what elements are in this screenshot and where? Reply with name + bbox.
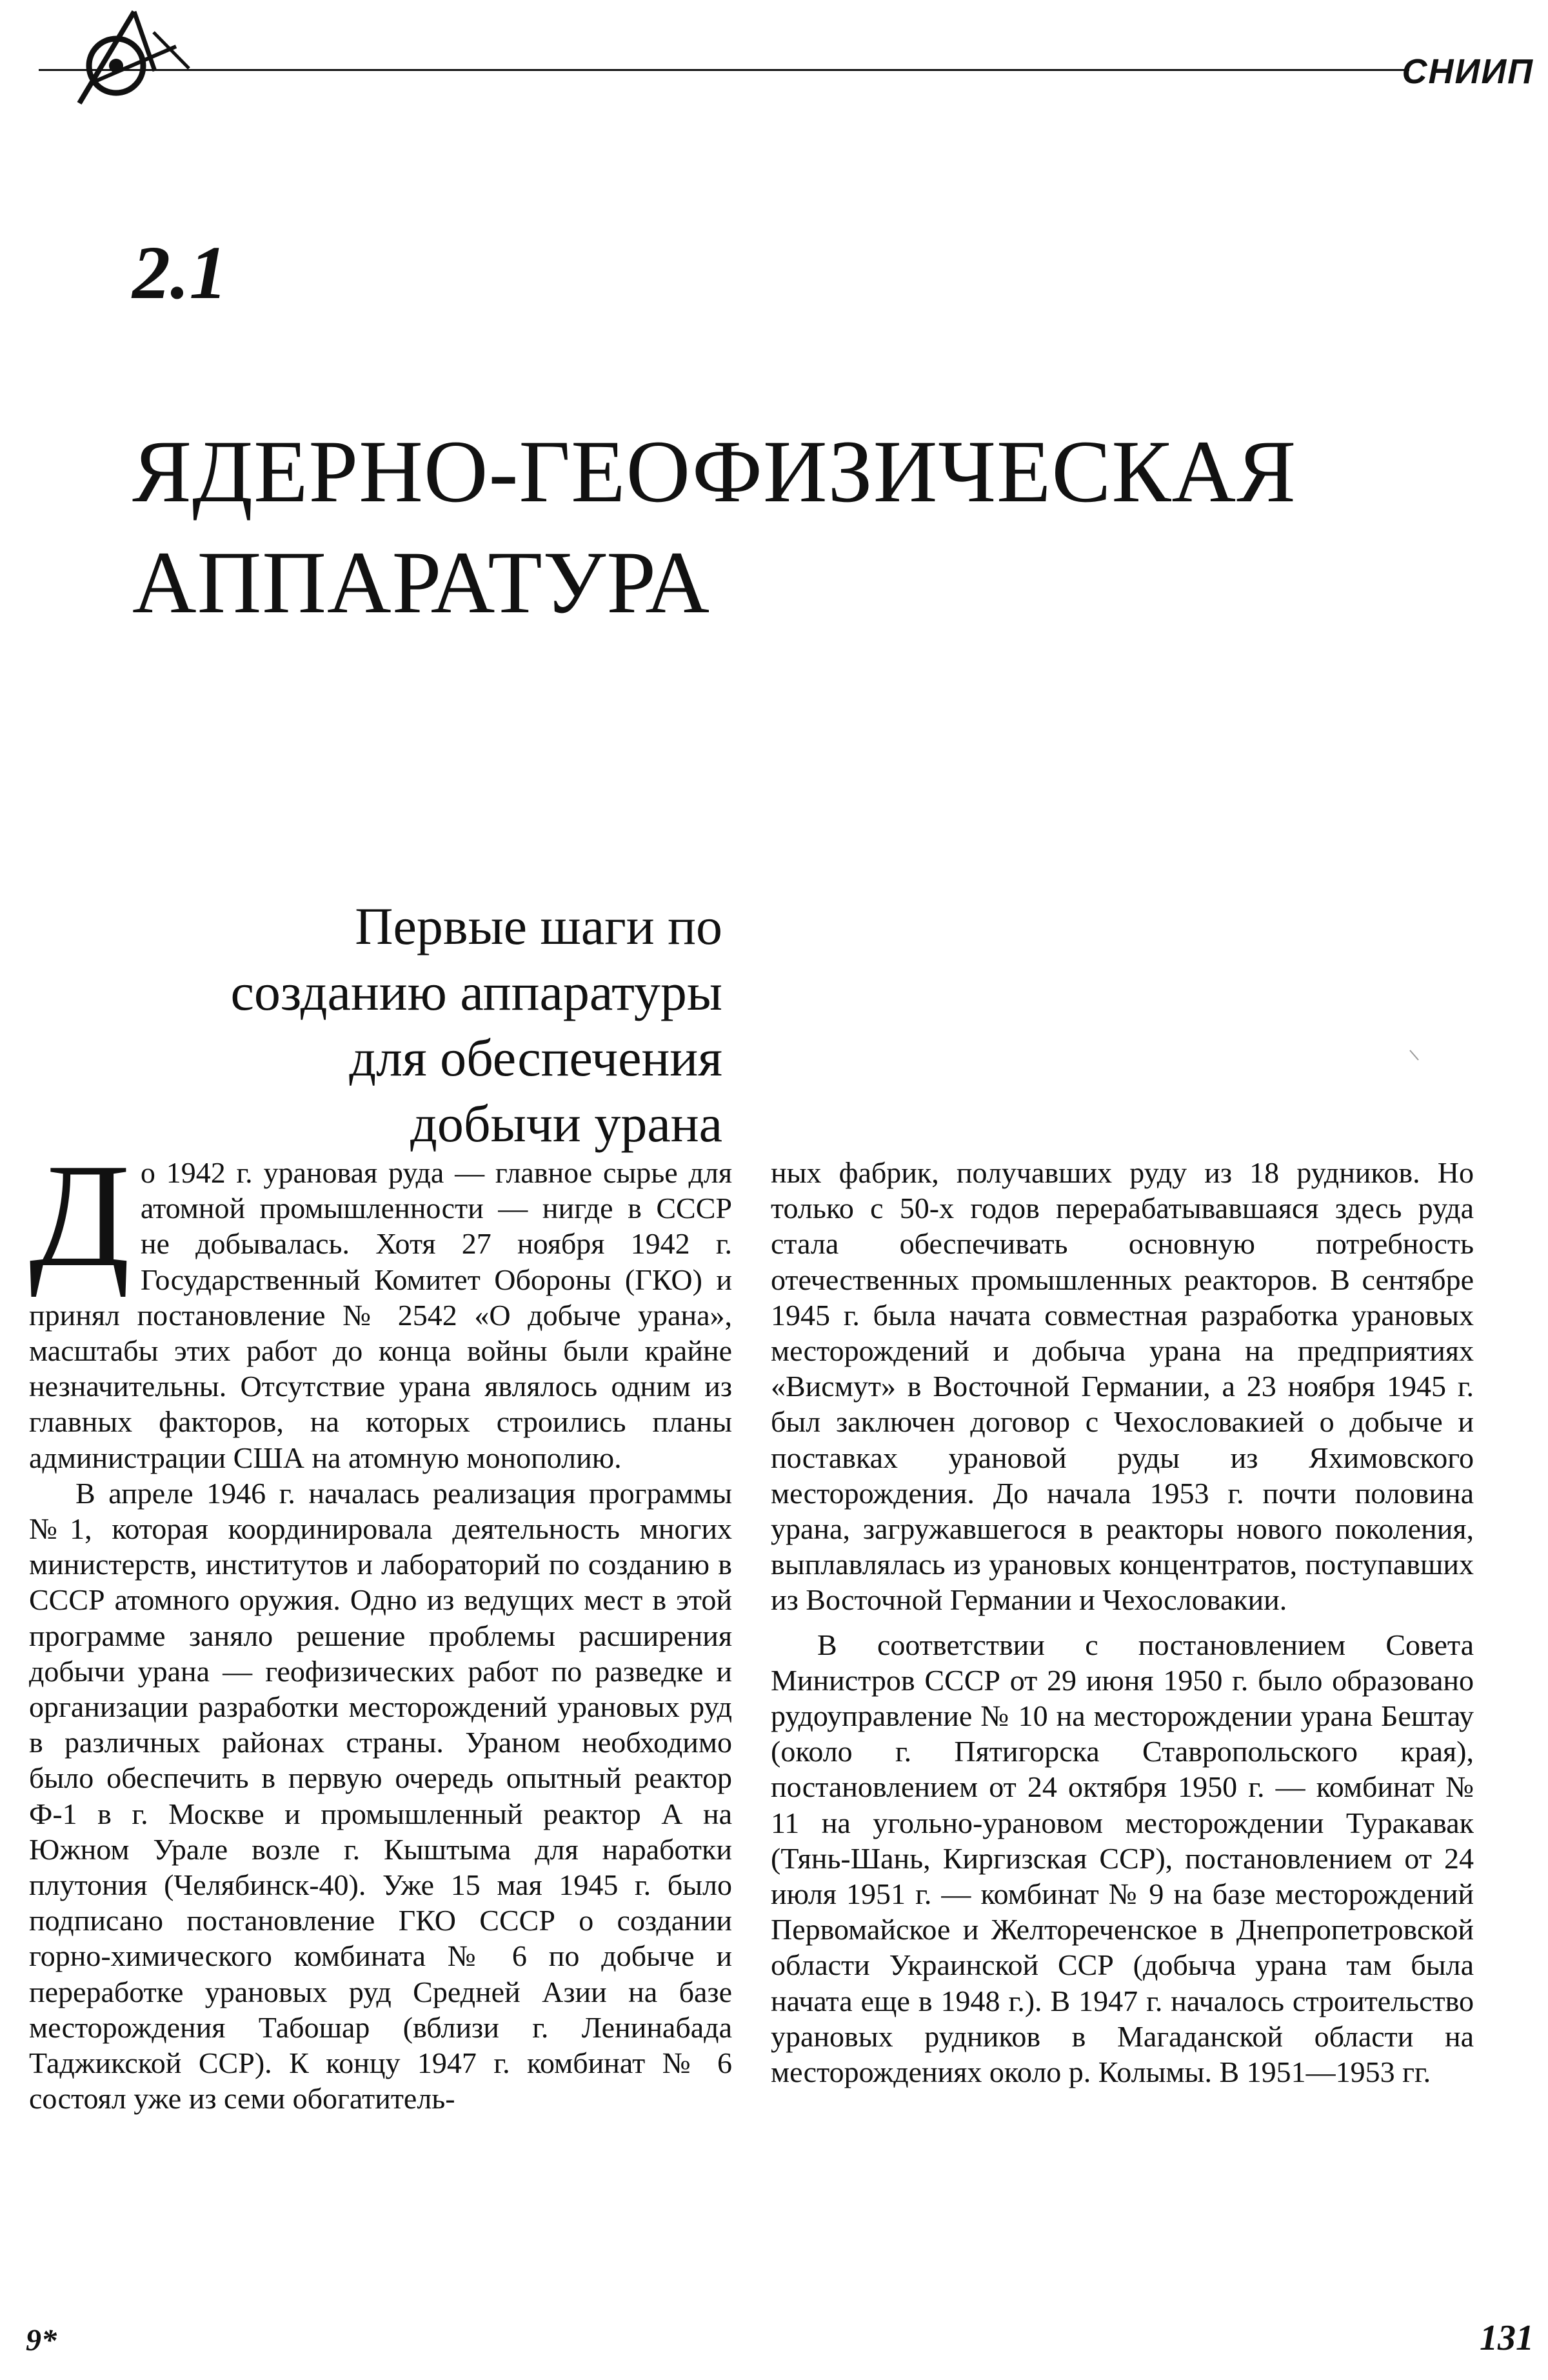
subsection-title-line-3: для обеспечения (349, 1028, 722, 1087)
paragraph: В соответствии с постановлением Совета Министров СССР от 29 июня 1950 г. было образовано рудоуправление № 10 на месторождении урана Бештау (около г. Пятигорска Ставропольского края), постановлением от 24 октября 1950 г. — комбинат № 11 на угольно-урановом месторождении Туракавак (Тянь-Шань, Киргизская ССР), постановлением от 24 июля 1951 г. — комбинат № 9 на базе месторождений Первомайское и Желтореченское в Днепропетровской области Украинской ССР (добыча урана там была начата еще в 1948 г.). В 1947 г. началось строительство урановых рудников в Магаданской области на месторождениях около р. Колымы. В 1951—1953 гг. (771, 1628, 1474, 2089)
paragraph (29, 1133, 732, 1475)
running-head: СНИИП (1402, 52, 1534, 91)
subsection-title-line-4: добычи урана (410, 1094, 722, 1153)
paragraph-text: о 1942 г. урановая руда — главное сырье для атомной промышленности — нигде в СССР не добывалась. Хотя 27 ноября 1942 г. Государственный Комитет Обороны (ГКО) и принял постановление № 2542 «О добыче урана», масштабы этих работ до конца войны были крайне незначительны. Отсутствие урана являлось одним из главных факторов, на которых строились планы администрации США на атомную монополию. (29, 1156, 732, 1474)
subsection-title-line-2: созданию аппаратуры (230, 963, 722, 1021)
paragraph: ных фабрик, получавших руду из 18 рудников. Но только с 50-х годов перерабатывавшаяся здесь руда стала обеспечивать основную потребность отечественных промышленных реакторов. В сентябре 1945 г. была начата совместная разработка урановых месторождений и добыча урана на предприятиях «Висмут» в Восточной Германии, а 23 ноября 1945 г. был заключен договор с Чехословакией о добыче и поставках урановой руды из Яхимовского месторождения. До начала 1953 г. почти половина урана, загружавшегося в реакторы нового поколения, выплавлялась из урановых концентратов, поступавших из Восточной Германии и Чехословакии. (771, 1156, 1474, 1617)
subsection-title (103, 894, 722, 1157)
drop-cap: Д (29, 1133, 130, 1297)
publisher-logo-icon (57, 6, 205, 110)
chapter-title (132, 416, 1422, 638)
section-number: 2.1 (132, 230, 228, 315)
header-rule (39, 69, 1409, 71)
print-speck (1408, 1048, 1421, 1063)
signature-mark: 9* (26, 2323, 57, 2357)
chapter-title-line-1: ЯДЕРНО-ГЕОФИЗИЧЕСКАЯ (132, 422, 1297, 521)
paragraph: В апреле 1946 г. началась реализация программы №1, которая координировала деятельность многих министерств, институтов и лабораторий по созданию в СССР атомного оружия. Одно из ведущих мест в этой программе заняло решение проблемы расширения добычи урана — геофизических работ по разведке и организации разработки месторождений урановых руд в различных районах страны. Ураном необходимо было обеспечить в первую очередь опытный реактор Ф-1 в г. Москве и промышленный реактор А на Южном Урале возле г. Кыштыма для наработки плутония (Челябинск-40). Уже 15 мая 1945 г. было подписано постановление ГКО СССР о создании горно-химического комбината № 6 по добыче и переработке урановых руд Средней Азии на базе месторождения Табошар (вблизи г. Ленинабада Таджикской ССР). К концу 1947 г. комбинат № 6 состоял уже из семи обогатитель- (29, 1476, 732, 2115)
subsection-title-line-1: Первые шаги по (355, 897, 722, 955)
left-text-column (29, 1133, 732, 2116)
chapter-title-line-2: АППАРАТУРА (132, 533, 711, 632)
page-number: 131 (1480, 2318, 1534, 2358)
right-text-column (771, 1155, 1474, 2090)
